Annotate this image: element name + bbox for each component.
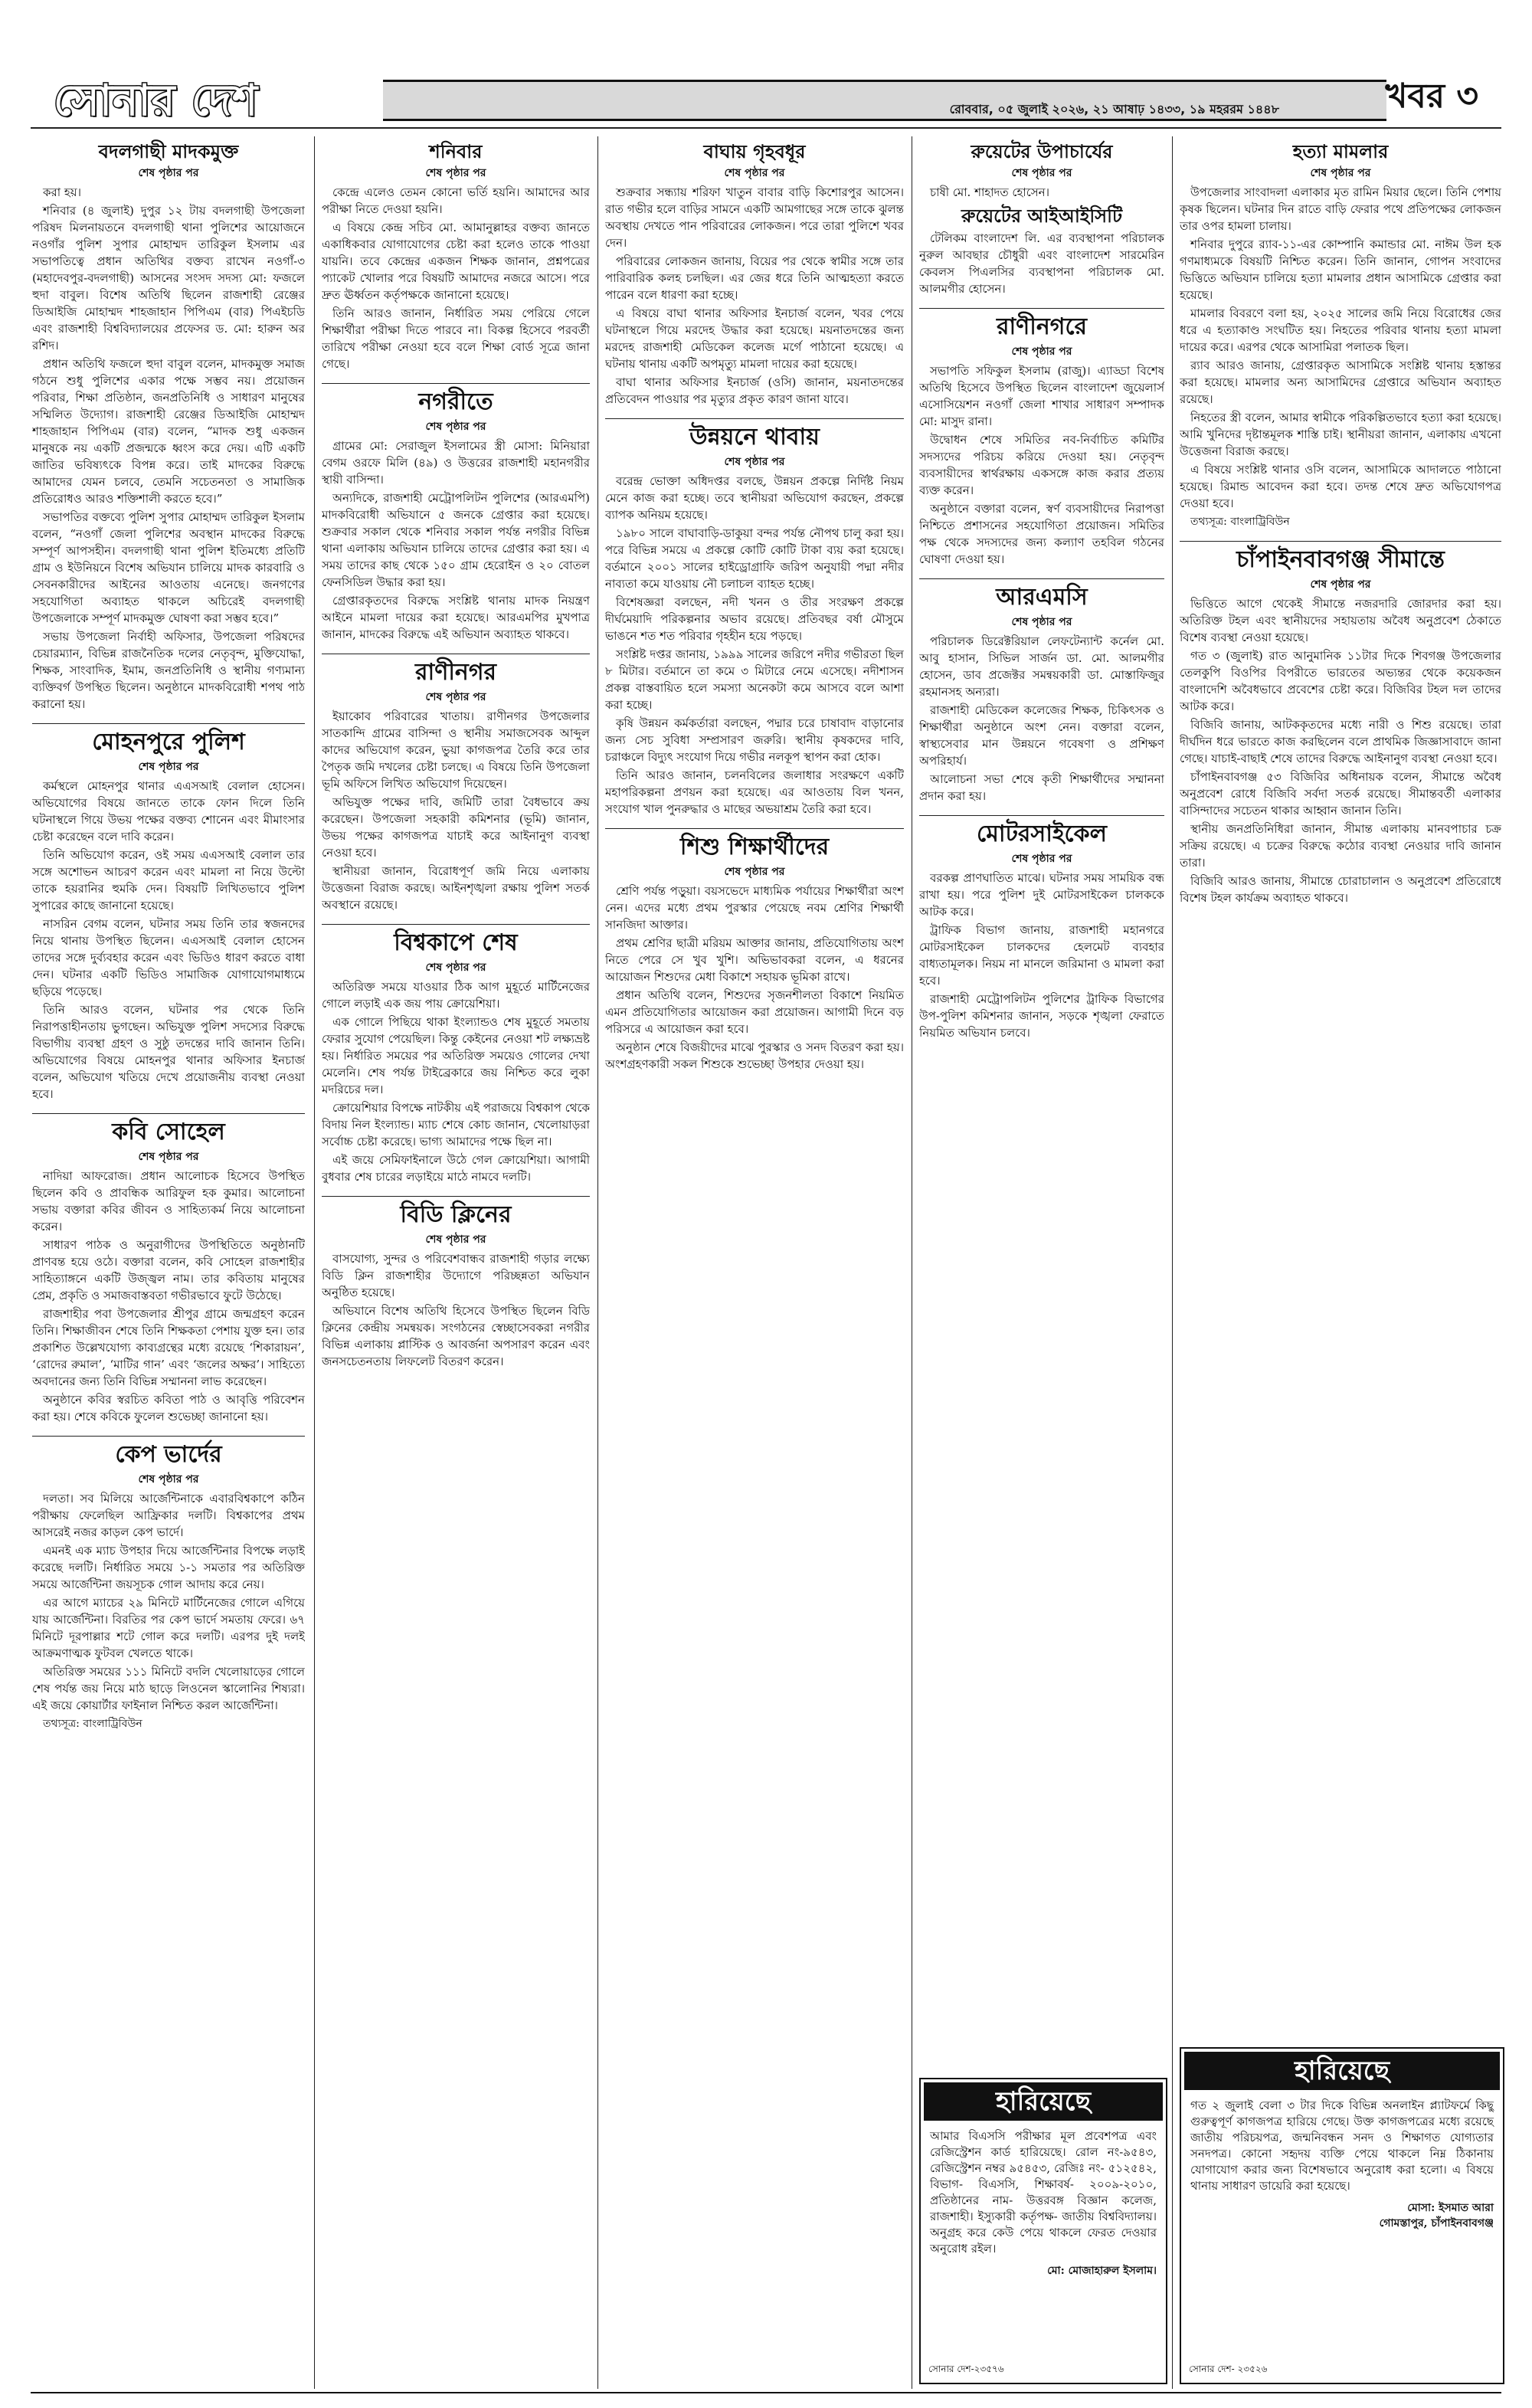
notice-signature: মোসা: ইসমাত আরা গোমস্তাপুর, চাঁপাইনবাবগঞ্জ bbox=[1379, 2202, 1494, 2229]
story-paragraph: এ বিষয়ে কেন্দ্র সচিব মো. আমানুল্লাহর বক্তব্য জানতে একাধিকবার যোগাযোগের চেষ্টা করা হলেও তাকে পাওয়া যায়নি। তবে কেন্দ্রের একজন শিক্ষক জানান, প্রশ্নপত্রের প্যাকেট খোলার পরে বিষয়টি আমাদের নজরে আসে। পরে দ্রুত ঊর্ধ্বতন কর্তৃপক্ষকে জানানো হয়েছে। bbox=[322, 221, 590, 302]
continued-label: শেষ পৃষ্ঠার পর bbox=[425, 421, 486, 433]
story-paragraph: স্থানীয়রা জানান, বিরোধপূর্ণ জমি নিয়ে এলাকায় উত্তেজনা বিরাজ করছে। আইনশৃঙ্খলা রক্ষায় পুলিশ সতর্ক অবস্থানে রয়েছে। bbox=[322, 864, 590, 912]
story-paragraph: ১৯৮০ সালে বাঘাবাড়ি-ডাকুয়া বন্দর পর্যন্ত নৌপথ চালু করা হয়। পরে বিভিন্ন সময়ে এ প্রকল্পে কোটি কোটি টাকা ব্যয় করা হয়েছে। বর্তমানে ২০০১ সালের হাইড্রোগ্রাফি জরিপ অনুযায়ী পদ্মা নদীর নাব্যতা কমে যাওয়ায় নৌ চলাচল ব্যাহত হচ্ছে। bbox=[605, 526, 904, 591]
continued-label: শেষ পৃষ্ঠার পর bbox=[425, 962, 486, 974]
story-paragraph: শ্রেণি পর্যন্ত পড়ুয়া। বয়সভেদে মাধ্যমিক পর্যায়ের শিক্ষার্থীরা অংশ নেন। এদের মধ্যে প্রথম পুরস্কার পেয়েছে নবম শ্রেণির শিক্ষার্থী সানজিদা আক্তার। bbox=[605, 884, 904, 932]
continued-label: শেষ পৃষ্ঠার পর bbox=[138, 1151, 199, 1163]
story-paragraph: বরেন্দ্র ভোক্তা অধিদপ্তর বলছে, উন্নয়ন প্রকল্পে নির্দিষ্ট নিয়ম মেনে কাজ করা হচ্ছে। তবে স্থানীয়রা অভিযোগ করছেন, প্রকল্পে ব্যাপক অনিয়ম হয়েছে। bbox=[605, 474, 904, 522]
story-paragraph: গত ৩ (জুলাই) রাত আনুমানিক ১১টার দিকে শিবগঞ্জ উপজেলার তেলকুপি বিওপির বিপরীতে ভারতের অভ্যন্তর থেকে কয়েকজন বাংলাদেশি অবৈধভাবে প্রবেশের চেষ্টা করে। বিজিবির টহল দল তাদের আটক করে। bbox=[1180, 649, 1501, 713]
story-divider bbox=[32, 1113, 305, 1114]
story-paragraph: অভিযানে বিশেষ অতিথি হিসেবে উপস্থিত ছিলেন বিডি ক্লিনের কেন্দ্রীয় সমন্বয়ক। সংগঠনের স্বেচ্ছাসেবকরা নগরীর বিভিন্ন এলাকায় প্লাস্টিক ও আবর্জনা অপসারণ করেন এবং জনসচেতনতায় লিফলেট বিতরণ করেন। bbox=[322, 1304, 590, 1368]
notice-code: সোনার দেশ-২৩৫৭৬ bbox=[928, 2364, 1004, 2374]
story-kobi-sohel bbox=[32, 1117, 305, 1425]
story-divider bbox=[919, 308, 1164, 309]
story-paragraph: চাঁপাইনবাবগঞ্জ ৫৩ বিজিবির অধিনায়ক বলেন, সীমান্তে অবৈধ অনুপ্রবেশ রোধে বিজিবি সর্বদা সতর্ক রয়েছে। সীমান্তবর্তী এলাকার বাসিন্দাদের সচেতন থাকার আহ্বান জানান তিনি। bbox=[1180, 770, 1501, 817]
column-3 bbox=[605, 136, 904, 2381]
story-paragraph: টেলিকম বাংলাদেশ লি. এর ব্যবস্থাপনা পরিচালক নুরুল আবছার চৌধুরী এবং বাংলাদেশ সারমেরিন কেবলস পিএলসির ব্যবস্থাপনা পরিচালক মো. আলমগীর হোসেন। bbox=[919, 231, 1164, 296]
story-paragraph: তিনি আরও জানান, চলনবিলের জলাধার সংরক্ষণে একটি মহাপরিকল্পনা প্রণয়ন করা হয়েছে। এর আওতায় বিল খনন, সংযোগ খাল পুনরুদ্ধার ও মাছের অভয়াশ্রম তৈরি করা হবে। bbox=[605, 768, 904, 816]
story-paragraph: প্রধান অতিথি ফজলে হুদা বাবুল বলেন, মাদকমুক্ত সমাজ গঠনে শুধু পুলিশের একার পক্ষে সম্ভব নয়। প্রয়োজন পরিবার, শিক্ষা প্রতিষ্ঠান, জনপ্রতিনিধি ও সাধারণ মানুষের সম্মিলিত উদ্যোগ। রাজশাহী রেঞ্জের ডিআইজি মোহাম্মদ শাহজাহান পিপিএম (বার) বলেন, “মাদক শুধু একজন মানুষকে নয় একটি প্রজন্মকে ধ্বংস করে দেয়। এটি একটি জাতির ভবিষ্যৎকে বিপন্ন করে। তাই মাদকের বিরুদ্ধে আমাদের যেমন চলবে, তেমনি সচেতনতা ও সামাজিক প্রতিরোধও আরও শক্তিশালী করতে হবে।” bbox=[32, 357, 305, 506]
story-chapainawabganj-border bbox=[1180, 545, 1501, 906]
story-paragraph: এ বিষয়ে বাঘা থানার অফিসার ইনচার্জ বলেন, খবর পেয়ে ঘটনাস্থলে গিয়ে মরদেহ উদ্ধার করা হয়েছে। ময়নাতদন্তের জন্য মরদেহ রাজশাহী মেডিকেল কলেজ মর্গে পাঠানো হয়েছে। এ ঘটনায় থানায় একটি অপমৃত্যু মামলা দায়ের করা হয়েছে। bbox=[605, 306, 904, 371]
story-bagha bbox=[605, 139, 904, 408]
story-paragraph: র‌্যাব আরও জানায়, গ্রেপ্তারকৃত আসামিকে সংশ্লিষ্ট থানায় হস্তান্তর করা হয়েছে। মামলার অন্য আসামিদের গ্রেপ্তারে অভিযান অব্যাহত রয়েছে। bbox=[1180, 359, 1501, 406]
story-motorcycle bbox=[919, 819, 1164, 1041]
story-paragraph: সাধারণ পাঠক ও অনুরাগীদের উপস্থিতিতে অনুষ্ঠানটি প্রাণবন্ত হয়ে ওঠে। বক্তারা বলেন, কবি সোহেল রাজশাহীর সাহিত্যাঙ্গনে একটি উজ্জ্বল নাম। তার কবিতায় মানুষের প্রেম, প্রকৃতি ও সমাজবাস্তবতা গভীরভাবে ফুটে উঠেছে। bbox=[32, 1238, 305, 1302]
story-bd-clean bbox=[322, 1200, 590, 1370]
story-paragraph: শুক্রবার সন্ধ্যায় শরিফা খাতুন বাবার বাড়ি কিশোরপুর আসেন। রাত গভীর হলে বাড়ির সামনে একটি আমগাছের সঙ্গে তাকে ঝুলন্ত অবস্থায় দেখতে পান পরিবারের লোকজন। পরে তারা পুলিশে খবর দেন। bbox=[605, 185, 904, 250]
story-paragraph: এক গোলে পিছিয়ে থাকা ইংল্যান্ডও শেষ মুহূর্তে সমতায় ফেরার সুযোগ পেয়েছিল। কিন্তু কেইনের নেওয়া শট লক্ষ্যভ্রষ্ট হয়। নির্ধারিত সময়ের পর অতিরিক্ত সময়েও গোলের দেখা মেলেনি। শেষ পর্যন্ত টাইব্রেকারে জয় নিশ্চিত করে লুকা মদরিচের দল। bbox=[322, 1015, 590, 1096]
column-1 bbox=[32, 136, 305, 2381]
story-paragraph: শনিবার (৪ জুলাই) দুপুর ১২ টায় বদলগাছী উপজেলা পরিষদ মিলনায়তনে বদলগাছী থানা পুলিশের আয়োজনে নওগাঁর পুলিশ সুপার মোহাম্মদ তারিকুল ইসলাম এর সভাপতিত্বে প্রধান অতিথির বক্তব্য রাখেন নওগাঁ-৩ (মহাদেবপুর-বদলগাছী) আসনের সংসদ সদস্য মো: ফজলে হুদা বাবুল। বিশেষ অতিথি ছিলেন রাজশাহী রেঞ্জের ডিআইজি মোহাম্মদ শাহজাহান পিপিএম (বার) পিএইচডি এবং রাজশাহী বিশ্ববিদ্যালয়ের প্রফেসর ড. মো: হারুন অর রশিদ। bbox=[32, 204, 305, 352]
column-divider bbox=[314, 136, 315, 2389]
story-paragraph: উপজেলার সাংবাদলা এলাকার মৃত রামিন মিয়ার ছেলে। তিনি পেশায় কৃষক ছিলেন। ঘটনার দিন রাতে বাড়ি ফেরার পথে প্রতিপক্ষের লোকজন তার ওপর হামলা চালায়। bbox=[1180, 185, 1501, 233]
story-paragraph: বিজিবি আরও জানায়, সীমান্তে চোরাচালান ও অনুপ্রবেশ প্রতিরোধে বিশেষ টহল কার্যক্রম অব্যাহত থাকবে। bbox=[1180, 874, 1501, 905]
story-paragraph: বিশেষজ্ঞরা বলছেন, নদী খনন ও তীর সংরক্ষণ প্রকল্পে দীর্ঘমেয়াদি পরিকল্পনার অভাব রয়েছে। প্রতিবছর বর্ষা মৌসুমে ভাঙনে শত শত পরিবার গৃহহীন হয়ে পড়ছে। bbox=[605, 595, 904, 643]
story-paragraph: আলোচনা সভা শেষে কৃতী শিক্ষার্থীদের সম্মাননা প্রদান করা হয়। bbox=[919, 772, 1164, 803]
story-rmc bbox=[919, 582, 1164, 804]
story-paragraph: বাসযোগ্য, সুন্দর ও পরিবেশবান্ধব রাজশাহী গড়ার লক্ষ্যে বিডি ক্লিন রাজশাহীর উদ্যোগে পরিচ্ছন্নতা অভিযান অনুষ্ঠিত হয়েছে। bbox=[322, 1252, 590, 1299]
story-raninagar-2 bbox=[919, 312, 1164, 568]
notice-body: আমার বিএসসি পরীক্ষার মূল প্রবেশপত্র এবং রেজিস্ট্রেশন কার্ড হারিয়েছে। রোল নং-৯৫৪৩, রেজিস্ট্রেশন নম্বর ৯৫৪৫৩, রেজিঃ নং- ৫১২৫৪২, বিভাগ- বিএসসি, শিক্ষাবর্ষ- ২০০৯-২০১০, প্রতিষ্ঠানের নাম- উত্তরবঙ্গ বিজ্ঞান কলেজ, রাজশাহী। ইস্যুকারী কর্তৃপক্ষ- জাতীয় বিশ্ববিদ্যালয়। অনুগ্রহ করে কেউ পেয়ে থাকলে ফেরত দেওয়ার অনুরোধ রইল। bbox=[930, 2129, 1157, 2256]
story-paragraph: অভিযুক্ত পক্ষের দাবি, জমিটি তারা বৈধভাবে ক্রয় করেছেন। উপজেলা সহকারী কমিশনার (ভূমি) জানান, উভয় পক্ষের কাগজপত্র যাচাই করে আইনানুগ ব্যবস্থা নেওয়া হবে। bbox=[322, 795, 590, 860]
newspaper-title: সোনার দেশ bbox=[54, 76, 259, 126]
story-divider bbox=[322, 924, 590, 925]
story-paragraph: অনুষ্ঠানে বক্তারা বলেন, স্বর্ণ ব্যবসায়ীদের নিরাপত্তা নিশ্চিতে প্রশাসনের সহযোগিতা প্রয়োজন। সমিতির পক্ষ থেকে সদস্যদের জন্য কল্যাণ তহবিল গঠনের ঘোষণা দেওয়া হয়। bbox=[919, 502, 1164, 566]
story-paragraph: এই জয়ে সেমিফাইনালে উঠে গেল ক্রোয়েশিয়া। আগামী বুধবার শেষ চারের লড়াইয়ে মাঠে নামবে দলটি। bbox=[322, 1153, 590, 1184]
column-divider bbox=[597, 136, 598, 2389]
story-paragraph: তিনি অভিযোগ করেন, ওই সময় এএসআই বেলাল তার সঙ্গে অশোভন আচরণ করেন এবং মামলা না নিয়ে উল্টো তাকে হয়রানির হুমকি দেন। বিষয়টি লিখিতভাবে পুলিশ সুপারের কাছে জানানো হয়েছে। bbox=[32, 848, 305, 912]
headline: কবি সোহেল bbox=[112, 1119, 225, 1145]
issue-date: রোববার, ০৫ জুলাই ২০২৬, ২১ আষাঢ় ১৪৩৩, ১৯ মহররম ১৪৪৮ bbox=[949, 102, 1279, 116]
story-paragraph: তিনি আরও জানান, নির্ধারিত সময় পেরিয়ে গেলে শিক্ষার্থীরা পরীক্ষা দিতে পারবে না। বিকল্প হিসেবে পরবর্তী তারিখে পরীক্ষা নেওয়া হবে বলে শিক্ষা বোর্ড সূত্রে জানা গেছে। bbox=[322, 306, 590, 371]
story-paragraph: রাজশাহীর পবা উপজেলার শ্রীপুর গ্রামে জন্মগ্রহণ করেন তিনি। শিক্ষাজীবন শেষে তিনি শিক্ষকতা পেশায় যুক্ত হন। তার প্রকাশিত উল্লেখযোগ্য কাব্যগ্রন্থের মধ্যে রয়েছে ‘শিকারায়ন’, ‘রোদের রুমাল’, ‘মাটির গান’ এবং ‘জলের অক্ষর’। সাহিত্যে অবদানের জন্য তিনি বিভিন্ন সম্মাননা লাভ করেছেন। bbox=[32, 1307, 305, 1388]
story-nogorite bbox=[322, 387, 590, 643]
story-paragraph: কর্মস্থলে মোহনপুর থানার এএসআই বেলাল হোসেন। অভিযোগের বিষয়ে জানতে তাকে ফোন দিলে তিনি ঘটনাস্থলে গিয়ে উভয় পক্ষের বক্তব্য শোনেন এবং মীমাংসার চেষ্টা করেছেন বলে দাবি করেন। bbox=[32, 779, 305, 844]
continued-label: শেষ পৃষ্ঠার পর bbox=[1011, 167, 1072, 179]
headline: শনিবার bbox=[429, 140, 483, 162]
story-paragraph: এমনই এক ম্যাচ উপহার দিয়ে আর্জেন্টিনার বিপক্ষে লড়াই করেছে দলটি। নির্ধারিত সময়ে ১-১ সমতার পর অতিরিক্ত সময়ে আর্জেন্টিনা জয়সূচক গোল আদায় করে নেয়। bbox=[32, 1544, 305, 1591]
story-divider bbox=[605, 828, 904, 829]
story-paragraph: অতিরিক্ত সময়ের ১১১ মিনিটে বদলি খেলোয়াড়ের গোলে শেষ পর্যন্ত জয় নিয়ে মাঠ ছাড়ে লিওনেল স্কালোনির শিষ্যরা। এই জয়ে কোয়ার্টার ফাইনাল নিশ্চিত করল আর্জেন্টিনা। bbox=[32, 1665, 305, 1712]
headline: বদলগাছী মাদকমুক্ত bbox=[98, 140, 239, 162]
story-divider bbox=[919, 578, 1164, 579]
story-paragraph: উদ্বোধন শেষে সমিতির নব-নির্বাচিত কমিটির সদস্যদের পরিচয় করিয়ে দেওয়া হয়। নেতৃবৃন্দ ব্যবসায়ীদের স্বার্থরক্ষায় একসঙ্গে কাজ করার প্রত্যয় ব্যক্ত করেন। bbox=[919, 433, 1164, 497]
continued-label: শেষ পৃষ্ঠার পর bbox=[138, 761, 199, 773]
story-ruet bbox=[919, 139, 1164, 297]
story-world-cup bbox=[322, 928, 590, 1185]
lost-notice bbox=[1180, 2047, 1504, 2384]
story-paragraph: পরিবারের লোকজন জানায়, বিয়ের পর থেকে স্বামীর সঙ্গে তার পারিবারিক কলহ চলছিল। এর জের ধরে তিনি আত্মহত্যা করতে পারেন বলে ধারণা করা হচ্ছে। bbox=[605, 254, 904, 302]
notice-body: গত ২ জুলাই বেলা ৩ টার দিকে বিভিন্ন অনলাইন প্ল্যাটফর্মে কিছু গুরুত্বপূর্ণ কাগজপত্র হারিয়ে গেছে। উক্ত কাগজপত্রের মধ্যে রয়েছে জাতীয় পরিচয়পত্র, জন্মনিবন্ধন সনদ ও শিক্ষাগত যোগ্যতার সনদপত্র। কোনো সহৃদয় ব্যক্তি পেয়ে থাকলে নিম্ন ঠিকানায় যোগাযোগ করার জন্য বিশেষভাবে অনুরোধ করা হলো। এ বিষয়ে থানায় সাধারণ ডায়েরি করা হয়েছে। bbox=[1190, 2098, 1494, 2193]
story-divider bbox=[322, 1196, 590, 1197]
story-paragraph: বরকল্প প্রাণঘাতিত মাঝে। ঘটনার সময় সাময়িক বন্ধ রাখা হয়। পরে পুলিশ দুই মোটরসাইকেল চালককে আটক করে। bbox=[919, 871, 1164, 919]
story-source: তথ্যসূত্র: বাংলাট্রিবিউন bbox=[43, 1718, 142, 1730]
continued-label: শেষ পৃষ্ঠার পর bbox=[724, 167, 785, 179]
story-shishu bbox=[605, 832, 904, 1073]
story-paragraph: ক্রোয়েশিয়ার বিপক্ষে নাটকীয় এই পরাজয়ে বিশ্বকাপ থেকে বিদায় নিল ইংল্যান্ড। ম্যাচ শেষে কোচ জানান, খেলোয়াড়রা সর্বোচ্চ চেষ্টা করেছে। ভাগ্য আমাদের পক্ষে ছিল না। bbox=[322, 1101, 590, 1148]
story-divider bbox=[32, 723, 305, 724]
story-paragraph: রাজশাহী মেট্রোপলিটন পুলিশের ট্রাফিক বিভাগের উপ-পুলিশ কমিশনার জানান, সড়কে শৃঙ্খলা ফেরাতে নিয়মিত অভিযান চলবে। bbox=[919, 992, 1164, 1040]
story-paragraph: তিনি আরও বলেন, ঘটনার পর থেকে তিনি নিরাপত্তাহীনতায় ভুগছেন। অভিযুক্ত পুলিশ সদস্যের বিরুদ্ধে বিভাগীয় ব্যবস্থা গ্রহণ ও সুষ্ঠু তদন্তের দাবি জানান তিনি। অভিযোগের বিষয়ে মোহনপুর থানার অফিসার ইনচার্জ বলেন, অভিযোগ খতিয়ে দেখে প্রয়োজনীয় ব্যবস্থা নেওয়া হবে। bbox=[32, 1003, 305, 1101]
headline: শিশু শিক্ষার্থীদের bbox=[679, 834, 830, 860]
story-paragraph: সভাপতির বক্তব্যে পুলিশ সুপার মোহাম্মদ তারিকুল ইসলাম বলেন, “নওগাঁ জেলা পুলিশের অবস্থান মাদকের বিরুদ্ধে সম্পূর্ণ আপসহীন। বদলগাছী থানা পুলিশ ইতিমধ্যে প্রতিটি গ্রাম ও ইউনিয়নে বিশেষ অভিযান চালিয়ে মাদক কারবারি ও সেবনকারীদের আইনের আওতায় এনেছে। জনগণের সহযোগিতা অব্যাহত থাকলে অচিরেই বদলগাছী উপজেলাকে সম্পূর্ণ মাদকমুক্ত ঘোষণা করা সম্ভব হবে।” bbox=[32, 510, 305, 625]
headline: কেপ ভার্দের bbox=[115, 1441, 222, 1468]
story-paragraph: বাঘা থানার অফিসার ইনচার্জ (ওসি) জানান, ময়নাতদন্তের প্রতিবেদন পাওয়ার পর মৃত্যুর প্রকৃত কারণ জানা যাবে। bbox=[605, 375, 904, 406]
column-divider bbox=[1172, 136, 1173, 2389]
story-paragraph: অতিরিক্ত সময়ে যাওয়ার ঠিক আগ মুহূর্তে মার্টিনেজের গোলে লড়াই এক জয় পায় ক্রোয়েশিয়া। bbox=[322, 980, 590, 1011]
story-paragraph: গ্রেপ্তারকৃতদের বিরুদ্ধে সংশ্লিষ্ট থানায় মাদক নিয়ন্ত্রণ আইনে মামলা দায়ের করা হয়েছে। আরএমপির মুখপাত্র জানান, মাদকের বিরুদ্ধে এই অভিযান অব্যাহত থাকবে। bbox=[322, 594, 590, 641]
story-raninagar bbox=[322, 657, 590, 913]
continued-label: শেষ পৃষ্ঠার পর bbox=[1011, 853, 1072, 865]
story-paragraph: গ্রামের মো: সেরাজুল ইসলামের স্ত্রী মোসা: মিনিয়ারা বেগম ওরফে মিলি (৪৯) ও উত্তরের রাজশাহী মহানগরীর স্থায়ী বাসিন্দা। bbox=[322, 439, 590, 487]
section-label: খবর ৩ bbox=[1385, 77, 1478, 116]
notice-title: হারিয়েছে bbox=[924, 2082, 1163, 2121]
story-divider bbox=[322, 383, 590, 384]
continued-label: শেষ পৃষ্ঠার পর bbox=[138, 167, 199, 179]
continued-label: শেষ পৃষ্ঠার পর bbox=[138, 1473, 199, 1486]
headline: আরএমসি bbox=[996, 584, 1088, 611]
story-badalgachhi bbox=[32, 139, 305, 713]
story-paragraph: এর আগে ম্যাচের ২৯ মিনিটে মার্টিনেজের গোলে এগিয়ে যায় আর্জেন্টিনা। বিরতির পর কেপ ভার্দে সমতায় ফেরে। ৬৭ মিনিটে দূরপাল্লার শটে গোল করে দলটি। এরপর দুই দলই আক্রমণাত্মক ফুটবল খেলতে থাকে। bbox=[32, 1596, 305, 1660]
continued-label: শেষ পৃষ্ঠার পর bbox=[425, 1233, 486, 1246]
story-paragraph: কেন্দ্রে এলেও তেমন কোনো ভর্তি হয়নি। আমাদের আর পরীক্ষা নিতে দেওয়া হয়নি। bbox=[322, 185, 590, 216]
headline: রাণীনগর bbox=[415, 659, 496, 686]
continued-label: শেষ পৃষ্ঠার পর bbox=[724, 866, 785, 878]
story-divider bbox=[32, 1436, 305, 1437]
story-paragraph: দলতা। সব মিলিয়ে আর্জেন্টিনাকে এবারবিশ্বকাপে কঠিন পরীক্ষায় ফেলেছিল আফ্রিকার দলটি। বিশ্বকাপের প্রথম আসরেই নজর কাড়ল কেপ ভার্দে। bbox=[32, 1492, 305, 1539]
continued-label: শেষ পৃষ্ঠার পর bbox=[1011, 346, 1072, 358]
story-paragraph: চাষী মো. শাহাদত হোসেন। bbox=[930, 185, 1050, 199]
continued-label: শেষ পৃষ্ঠার পর bbox=[425, 691, 486, 703]
headline: মোহনপুরে পুলিশ bbox=[92, 729, 245, 755]
story-paragraph: স্থানীয় জনপ্রতিনিধিরা জানান, সীমান্ত এলাকায় মানবপাচার চক্র সক্রিয় রয়েছে। এ চক্রের বিরুদ্ধে কঠোর ব্যবস্থা নেওয়ার দাবি জানান তারা। bbox=[1180, 822, 1501, 870]
continued-label: শেষ পৃষ্ঠার পর bbox=[1310, 578, 1371, 591]
headline: রাণীনগরে bbox=[996, 313, 1088, 340]
headline: বাঘায় গৃহবধূর bbox=[703, 140, 806, 162]
story-paragraph: সংশ্লিষ্ট দপ্তর জানায়, ১৯৯৯ সালের জরিপে নদীর গভীরতা ছিল ৮ মিটার। বর্তমানে তা কমে ৩ মিটারে নেমে এসেছে। নদীশাসন প্রকল্প বাস্তবায়িত হলে সমস্যা অনেকটা কমে আসবে বলে আশা করা হচ্ছে। bbox=[605, 647, 904, 712]
story-shonibar bbox=[322, 139, 590, 372]
headline: বিডি ক্লিনের bbox=[400, 1201, 512, 1228]
footer-rule bbox=[31, 2392, 1501, 2393]
story-paragraph: প্রধান অতিথি বলেন, শিশুদের সৃজনশীলতা বিকাশে নিয়মিত এমন প্রতিযোগিতার আয়োজন করা প্রয়োজন। আগামী দিনে বড় পরিসরে এ আয়োজন করা হবে। bbox=[605, 988, 904, 1036]
story-paragraph: বিজিবি জানায়, আটককৃতদের মধ্যে নারী ও শিশু রয়েছে। তারা দীর্ঘদিন ধরে ভারতে কাজ করছিলেন বলে প্রাথমিক জিজ্ঞাসাবাদে জানা গেছে। যাচাই-বাছাই শেষে তাদের বিরুদ্ধে আইনানুগ ব্যবস্থা নেওয়া হবে। bbox=[1180, 718, 1501, 765]
story-paragraph: শনিবার দুপুরে র‌্যাব-১১-এর কোম্পানি কমান্ডার মো. নাঈম উল হক গণমাধ্যমকে বিষয়টি নিশ্চিত করেন। তিনি জানান, গোপন সংবাদের ভিত্তিতে অভিযান চালিয়ে হত্যা মামলার প্রধান আসামিকে গ্রেপ্তার করা হয়েছে। bbox=[1180, 238, 1501, 302]
story-paragraph: মামলার বিবরণে বলা হয়, ২০২৫ সালের জমি নিয়ে বিরোধের জের ধরে এ হত্যাকাণ্ড সংঘটিত হয়। নিহতের পরিবার থানায় হত্যা মামলা দায়ের করে। এরপর থেকে আসামিরা পলাতক ছিল। bbox=[1180, 306, 1501, 354]
continued-label: শেষ পৃষ্ঠার পর bbox=[425, 167, 486, 179]
story-paragraph: সভায় উপজেলা নির্বাহী অফিসার, উপজেলা পরিষদের চেয়ারম্যান, বিভিন্ন রাজনৈতিক দলের নেতৃবৃন্দ, মুক্তিযোদ্ধা, শিক্ষক, সাংবাদিক, ইমাম, জনপ্রতিনিধি ও স্থানীয় গণ্যমান্য ব্যক্তিবর্গ উপস্থিত ছিলেন। অনুষ্ঠানে মাদকবিরোধী শপথ পাঠ করানো হয়। bbox=[32, 630, 305, 711]
story-paragraph: ট্রাফিক বিভাগ জানায়, রাজশাহী মহানগরে মোটরসাইকেল চালকদের হেলমেট ব্যবহার বাধ্যতামূলক। নিয়ম না মানলে জরিমানা ও মামলা করা হবে। bbox=[919, 923, 1164, 988]
story-paragraph: পরিচালক ডিরেক্টরিয়াল লেফটেন্যান্ট কর্নেল মো. আবু হাসান, সিভিল সার্জন ডা. মো. আলমগীর হোসেন, ডাব প্রজেক্টর সমন্বয়কারী ডা. মোস্তাফিজুর রহমানসহ অন্যরা। bbox=[919, 634, 1164, 699]
lost-notice bbox=[919, 2078, 1167, 2384]
story-paragraph: নাসরিন বেগম বলেন, ঘটনার সময় তিনি তার স্বজনদের নিয়ে থানায় উপস্থিত ছিলেন। এএসআই বেলাল হোসেন তাদের সঙ্গে দুর্ব্যবহার করেন এবং ভিডিও ধারণ করতে বাধা দেন। ঘটনার একটি ভিডিও সামাজিক যোগাযোগমাধ্যমে ছড়িয়ে পড়েছে। bbox=[32, 917, 305, 998]
notice-title: হারিয়েছে bbox=[1184, 2052, 1500, 2090]
story-divider bbox=[605, 418, 904, 419]
continued-label: শেষ পৃষ্ঠার পর bbox=[1011, 616, 1072, 628]
story-paragraph: ভিত্তিতে আগে থেকেই সীমান্তে নজরদারি জোরদার করা হয়। অতিরিক্ত টহল এবং স্থানীয়দের সহায়তায় অবৈধ অনুপ্রবেশ ঠেকাতে বিশেষ ব্যবস্থা নেওয়া হয়েছে। bbox=[1180, 597, 1501, 644]
story-paragraph: করা হয়। bbox=[43, 185, 81, 199]
story-paragraph: নিহতের স্ত্রী বলেন, আমার স্বামীকে পরিকল্পিতভাবে হত্যা করা হয়েছে। আমি খুনিদের দৃষ্টান্তমূলক শাস্তি চাই। স্থানীয়রা জানান, এলাকায় এখনো উত্তেজনা বিরাজ করছে। bbox=[1180, 411, 1501, 458]
headline: মোটরসাইকেল bbox=[977, 821, 1107, 847]
story-cape-verde bbox=[32, 1440, 305, 1732]
column-5 bbox=[1180, 136, 1501, 2036]
masthead-rule bbox=[31, 127, 1501, 129]
headline: বিশ্বকাপে শেষ bbox=[394, 929, 518, 956]
subheadline: রুয়েটের আইআইসিটি bbox=[961, 205, 1123, 227]
story-paragraph: নাদিয়া আফরোজ। প্রধান আলোচক হিসেবে উপস্থিত ছিলেন কবি ও প্রাবন্ধিক আরিফুল হক কুমার। আলোচনা সভায় বক্তারা কবির জীবন ও সাহিত্যকর্ম নিয়ে আলোচনা করেন। bbox=[32, 1169, 305, 1233]
story-paragraph: প্রথম শ্রেণির ছাত্রী মরিয়ম আক্তার জানায়, প্রতিযোগিতায় অংশ নিতে পেরে সে খুব খুশি। অভিভাবকরা বলেন, এ ধরনের আয়োজন শিশুদের মেধা বিকাশে সহায়ক ভূমিকা রাখে। bbox=[605, 936, 904, 984]
story-divider bbox=[919, 815, 1164, 816]
continued-label: শেষ পৃষ্ঠার পর bbox=[724, 456, 785, 468]
story-murder-case bbox=[1180, 139, 1501, 530]
headline: হত্যা মামলার bbox=[1292, 140, 1389, 162]
notice-code: সোনার দেশ- ২৩৫২৬ bbox=[1189, 2364, 1268, 2374]
column-2 bbox=[322, 136, 590, 2381]
story-paragraph: সভাপতি সফিকুল ইসলাম (রাজু)। এ্যাড্ডা বিশেষ অতিথি হিসেবে উপস্থিত ছিলেন বাংলাদেশ জুয়েলার্স এসোসিয়েশন নওগাঁ জেলা শাখার সাধারণ সম্পাদক মো: মাসুদ রানা। bbox=[919, 364, 1164, 428]
headline: চাঁপাইনবাবগঞ্জ সীমান্তে bbox=[1236, 546, 1445, 573]
story-mohanpur bbox=[32, 727, 305, 1102]
headline: নগরীতে bbox=[418, 388, 493, 415]
headline: উন্নয়নে থাবায় bbox=[689, 424, 820, 450]
story-paragraph: ইয়াকোব পরিবারের খাতায়। রাণীনগর উপজেলার সাতকান্দি গ্রামের বাসিন্দা ও স্থানীয় সমাজসেবক আব্দুল কাদের অভিযোগ করেন, ভুয়া কাগজপত্র তৈরি করে তার পৈতৃক জমি দখলের চেষ্টা চলছে। এ বিষয়ে তিনি উপজেলা ভূমি অফিসে লিখিত অভিযোগ দিয়েছেন। bbox=[322, 709, 590, 791]
story-source: তথ্যসূত্র: বাংলাট্রিবিউন bbox=[1190, 516, 1290, 528]
story-divider bbox=[1180, 541, 1501, 542]
masthead bbox=[54, 70, 1478, 126]
story-paragraph: কৃষি উন্নয়ন কর্মকর্তারা বলছেন, পদ্মার চরে চাষাবাদ বাড়ানোর জন্য সেচ সুবিধা সম্প্রসারণ জরুরি। স্থানীয় কৃষকদের দাবি, চরাঞ্চলে বিদ্যুৎ সংযোগ দিয়ে গভীর নলকূপ স্থাপন করা হোক। bbox=[605, 716, 904, 764]
story-paragraph: অনুষ্ঠানে কবির স্বরচিত কবিতা পাঠ ও আবৃত্তি পরিবেশন করা হয়। শেষে কবিকে ফুলেল শুভেচ্ছা জানানো হয়। bbox=[32, 1393, 305, 1424]
story-paragraph: অন্যদিকে, রাজশাহী মেট্রোপলিটন পুলিশের (আরএমপি) মাদকবিরোধী অভিযানে ৫ জনকে গ্রেপ্তার করা হয়েছে। শুক্রবার সকাল থেকে শনিবার সকাল পর্যন্ত নগরীর বিভিন্ন থানা এলাকায় অভিযান চালিয়ে তাদের গ্রেপ্তার করা হয়। এ সময় তাদের কাছ থেকে ১৫০ গ্রাম হেরোইন ও ২০ বোতল ফেনসিডিল উদ্ধার করা হয়। bbox=[322, 491, 590, 589]
column-4 bbox=[919, 136, 1164, 2067]
story-paragraph: অনুষ্ঠান শেষে বিজয়ীদের মাঝে পুরস্কার ও সনদ বিতরণ করা হয়। অংশগ্রহণকারী সকল শিশুকে শুভেচ্ছা উপহার দেওয়া হয়। bbox=[605, 1040, 904, 1071]
continued-label: শেষ পৃষ্ঠার পর bbox=[1310, 167, 1371, 179]
story-unnoyon bbox=[605, 422, 904, 817]
notice-signature: মো: মোজাহারুল ইসলাম। bbox=[1047, 2265, 1157, 2277]
story-paragraph: রাজশাহী মেডিকেল কলেজের শিক্ষক, চিকিৎসক ও শিক্ষার্থীরা অনুষ্ঠানে অংশ নেন। বক্তারা বলেন, স্বাস্থ্যসেবার মান উন্নয়নে গবেষণা ও প্রশিক্ষণ অপরিহার্য। bbox=[919, 703, 1164, 768]
headline: রুয়েটের উপাচার্যের bbox=[971, 140, 1113, 162]
story-paragraph: এ বিষয়ে সংশ্লিষ্ট থানার ওসি বলেন, আসামিকে আদালতে পাঠানো হয়েছে। রিমান্ড আবেদন করা হবে। তদন্ত শেষে দ্রুত অভিযোগপত্র দেওয়া হবে। bbox=[1180, 463, 1501, 510]
